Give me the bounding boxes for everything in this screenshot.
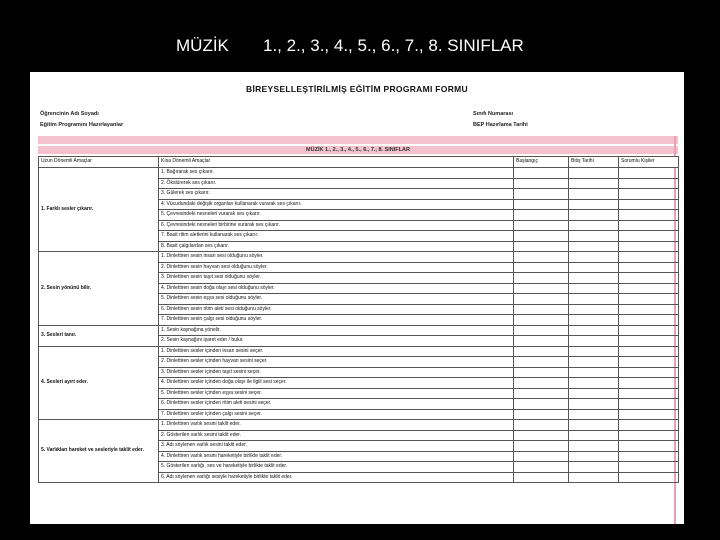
empty-cell — [619, 262, 679, 273]
form-document — [30, 72, 684, 524]
empty-cell — [619, 210, 679, 221]
goals-table — [38, 156, 679, 483]
table-body — [39, 168, 679, 483]
empty-cell — [619, 472, 679, 483]
long-term-goal: 1. Farklı sesler çıkarır. — [39, 168, 159, 252]
long-term-goal: 5. Varlıkları hareket ve sesleriyle taklit eder. — [39, 420, 159, 483]
slide-title-subject: MÜZİK — [176, 36, 229, 55]
empty-cell — [514, 168, 569, 179]
short-term-goal: 3. Adı söylenen varlık sesini taklit eder. — [159, 441, 514, 452]
empty-cell — [619, 462, 679, 473]
empty-cell — [514, 210, 569, 221]
short-term-goal: 6. Çevresindeki nesneleri birbirine vurarak ses çıkarır. — [159, 220, 514, 231]
empty-cell — [619, 441, 679, 452]
empty-cell — [619, 409, 679, 420]
empty-cell — [569, 210, 619, 221]
short-term-goal: 4. Dinlettiren sesler içinden doğa olayı ile ilgili sesi seçer. — [159, 378, 514, 389]
empty-cell — [619, 304, 679, 315]
empty-cell — [619, 315, 679, 326]
empty-cell — [514, 252, 569, 263]
table-row — [39, 346, 679, 357]
empty-cell — [514, 273, 569, 284]
empty-cell — [619, 241, 679, 252]
col-header: Bitiş Tarihi — [569, 157, 619, 168]
table-row — [39, 325, 679, 336]
empty-cell — [569, 315, 619, 326]
empty-cell — [514, 325, 569, 336]
short-term-goal: 7. Dinlettiren sesin çalgı sesi olduğunu söyler. — [159, 315, 514, 326]
empty-cell — [619, 325, 679, 336]
empty-cell — [619, 357, 679, 368]
empty-cell — [514, 283, 569, 294]
short-term-goal: 8. Basit çalgılardan ses çıkarır. — [159, 241, 514, 252]
long-term-goal: 4. Sesleri ayırt eder. — [39, 346, 159, 420]
empty-cell — [619, 168, 679, 179]
short-term-goal: 2. Dinlettiren sesler içinden hayvan sesini seçer. — [159, 357, 514, 368]
empty-cell — [619, 252, 679, 263]
empty-cell — [514, 262, 569, 273]
empty-cell — [569, 409, 619, 420]
empty-cell — [569, 325, 619, 336]
empty-cell — [514, 409, 569, 420]
empty-cell — [514, 472, 569, 483]
empty-cell — [569, 388, 619, 399]
empty-cell — [619, 273, 679, 284]
empty-cell — [619, 189, 679, 200]
short-term-goal: 7. Dinlettiren sesler içinden çalgı sesini seçer. — [159, 409, 514, 420]
short-term-goal: 6. Dinlettiren sesler içinden ritim aleti sesini seçer. — [159, 399, 514, 410]
empty-cell — [514, 451, 569, 462]
col-header: Sorumlu Kişiler — [619, 157, 679, 168]
empty-cell — [619, 378, 679, 389]
empty-cell — [569, 451, 619, 462]
header-band — [38, 136, 678, 144]
empty-cell — [569, 231, 619, 242]
empty-cell — [619, 199, 679, 210]
empty-cell — [619, 451, 679, 462]
col-header: Uzun Dönemli Amaçlar — [39, 157, 159, 168]
short-term-goal: 4. Dinlettiren varlık sesini hareketiyle birlikte taklit eder. — [159, 451, 514, 462]
empty-cell — [514, 220, 569, 231]
prepared-by-label: Eğitim Programını Hazırlayanlar — [40, 122, 124, 128]
slide-title-grades: 1., 2., 3., 4., 5., 6., 7., 8. SINIFLAR — [263, 36, 524, 55]
empty-cell — [569, 378, 619, 389]
empty-cell — [619, 420, 679, 431]
empty-cell — [569, 199, 619, 210]
empty-cell — [514, 315, 569, 326]
short-term-goal: 3. Gülerek ses çıkarır. — [159, 189, 514, 200]
table-row — [39, 168, 679, 179]
empty-cell — [619, 367, 679, 378]
empty-cell — [619, 283, 679, 294]
empty-cell — [569, 252, 619, 263]
empty-cell — [619, 346, 679, 357]
empty-cell — [514, 241, 569, 252]
empty-cell — [569, 220, 619, 231]
form-title: BİREYSELLEŞTİRİLMİŞ EĞİTİM PROGRAMI FORMU — [246, 84, 468, 94]
short-term-goal: 1. Dinlettiren varlık sesini taklit eder. — [159, 420, 514, 431]
class-number-label: Sınıfı Numarası — [473, 111, 514, 117]
empty-cell — [619, 399, 679, 410]
empty-cell — [569, 241, 619, 252]
short-term-goal: 6. Adı söylenen varlığı sesiyle hareketiyle birlikte taklit eder. — [159, 472, 514, 483]
short-term-goal: 7. Basit ritim aletlerini kullanarak ses çıkarır. — [159, 231, 514, 242]
empty-cell — [514, 441, 569, 452]
empty-cell — [514, 430, 569, 441]
empty-cell — [569, 304, 619, 315]
long-term-goal: 2. Sesin yönünü bilir. — [39, 252, 159, 326]
table-row — [39, 420, 679, 431]
short-term-goal: 2. Dinlettiren sesin hayvan sesi olduğunu söyler. — [159, 262, 514, 273]
col-header: Başlangıç — [514, 157, 569, 168]
short-term-goal: 2. Ökslürerek ses çıkarır. — [159, 178, 514, 189]
short-term-goal: 4. Dinlettiren sesin doğa olayı sesi olduğunu söyler. — [159, 283, 514, 294]
empty-cell — [514, 336, 569, 347]
empty-cell — [569, 346, 619, 357]
empty-cell — [514, 346, 569, 357]
empty-cell — [619, 231, 679, 242]
long-term-goal: 3. Sesleri tanır. — [39, 325, 159, 346]
empty-cell — [619, 336, 679, 347]
short-term-goal: 5. Gösterilen varlığı, ses ve hareketiyle birlikte taklit eder. — [159, 462, 514, 473]
empty-cell — [569, 430, 619, 441]
empty-cell — [514, 199, 569, 210]
empty-cell — [619, 294, 679, 305]
short-term-goal: 1. Dinlettiren sesler içinden insan sesini seçer. — [159, 346, 514, 357]
empty-cell — [569, 472, 619, 483]
empty-cell — [514, 178, 569, 189]
short-term-goal: 5. Çevresindeki nesneleri vurarak ses çıkarır. — [159, 210, 514, 221]
empty-cell — [569, 178, 619, 189]
empty-cell — [569, 168, 619, 179]
empty-cell — [514, 399, 569, 410]
empty-cell — [569, 420, 619, 431]
empty-cell — [619, 430, 679, 441]
slide-title — [0, 36, 720, 60]
empty-cell — [569, 367, 619, 378]
empty-cell — [569, 283, 619, 294]
empty-cell — [514, 420, 569, 431]
empty-cell — [514, 294, 569, 305]
empty-cell — [569, 399, 619, 410]
short-term-goal: 3. Dinlettiren sesler içinden taşıt sesini seçer. — [159, 367, 514, 378]
empty-cell — [514, 367, 569, 378]
empty-cell — [569, 262, 619, 273]
table-row — [39, 252, 679, 263]
short-term-goal: 2. Sesin kaynağını işaret eder / bulur. — [159, 336, 514, 347]
empty-cell — [514, 388, 569, 399]
empty-cell — [619, 178, 679, 189]
short-term-goal: 5. Dinlettiren sesler içinden eşya sesini seçer. — [159, 388, 514, 399]
empty-cell — [514, 231, 569, 242]
short-term-goal: 1. Dinlettiren sesin insan sesi olduğunu söyler. — [159, 252, 514, 263]
empty-cell — [514, 357, 569, 368]
short-term-goal: 1. Bağırarak ses çıkarır. — [159, 168, 514, 179]
short-term-goal: 4. Vücudundaki değişik organları kullanarak vurarak ses çıkarır. — [159, 199, 514, 210]
empty-cell — [514, 462, 569, 473]
empty-cell — [569, 336, 619, 347]
empty-cell — [514, 189, 569, 200]
bep-date-label: BEP Hazırlama Tarihi — [473, 122, 528, 128]
empty-cell — [619, 220, 679, 231]
table-header-row — [39, 157, 679, 168]
short-term-goal: 3. Dinlettiren sesin taşıt sesi olduğunu söyler. — [159, 273, 514, 284]
short-term-goal: 2. Gösterilen varlık sesini taklit eder. — [159, 430, 514, 441]
short-term-goal: 5. Dinlettiren sesin eşya sesi olduğunu söyler. — [159, 294, 514, 305]
empty-cell — [514, 378, 569, 389]
student-name-label: Öğrencinin Adı Soyadı — [40, 111, 99, 117]
empty-cell — [569, 441, 619, 452]
section-title-bar: MÜZİK 1., 2., 3., 4., 5., 6., 7., 8. SINIFLAR — [38, 146, 678, 154]
empty-cell — [569, 273, 619, 284]
empty-cell — [569, 357, 619, 368]
short-term-goal: 6. Dinlettiren sesin ritim aleti sesi olduğunu söyler. — [159, 304, 514, 315]
empty-cell — [569, 294, 619, 305]
col-header: Kısa Dönemli Amaçlar — [159, 157, 514, 168]
empty-cell — [514, 304, 569, 315]
short-term-goal: 1. Sesin kaynağına yönelir. — [159, 325, 514, 336]
empty-cell — [569, 189, 619, 200]
empty-cell — [569, 462, 619, 473]
empty-cell — [619, 388, 679, 399]
